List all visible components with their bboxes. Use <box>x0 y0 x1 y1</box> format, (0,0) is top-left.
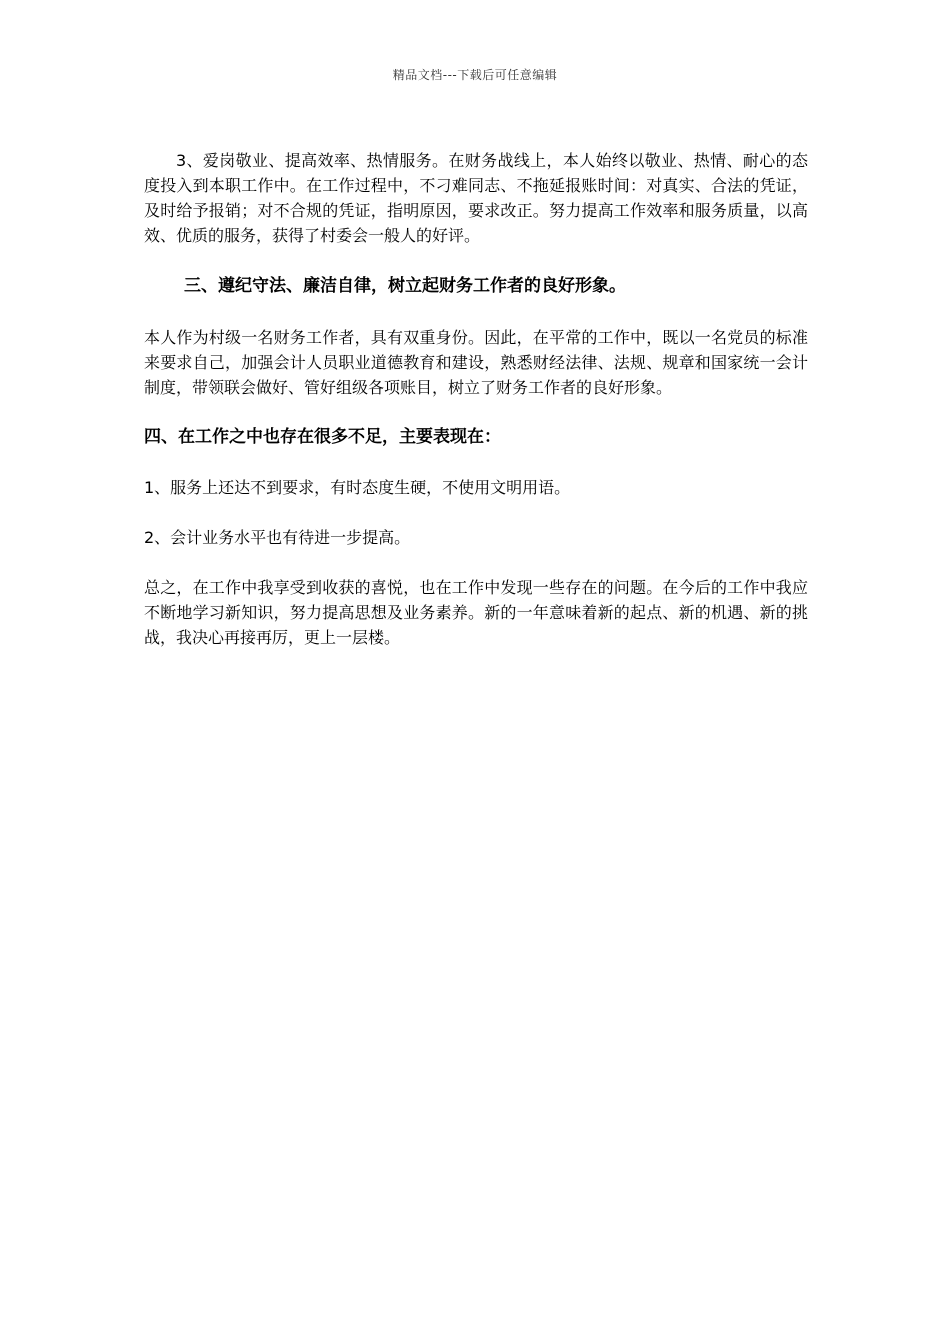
list-item-1: 1、服务上还达不到要求，有时态度生硬，不使用文明用语。 <box>144 478 571 497</box>
paragraph-conclusion: 总之，在工作中我享受到收获的喜悦，也在工作中发现一些存在的问题。在今后的工作中我应不断地学习新知识，努力提高思想及业务素养。新的一年意味着新的起点、新的机遇、新的挑战，我决心再接再厉，更上一层楼。 <box>144 578 808 647</box>
paragraph-item-3: 3、爱岗敬业、提高效率、热情服务。在财务战线上，本人始终以敬业、热情、耐心的态度投入到本职工作中。在工作过程中，不刁难同志、不拖延报账时间：对真实、合法的凭证，及时给予报销；对不合规的凭证，指明原因，要求改正。努力提高工作效率和服务质量，以高效、优质的服务，获得了村委会一般人的好评。 <box>144 151 808 245</box>
document-body <box>144 148 808 650</box>
page-header: 精品文档---下载后可任意编辑 <box>392 68 558 82</box>
list-item-2: 2、会计业务水平也有待进一步提高。 <box>144 528 411 547</box>
section-heading-4: 四、在工作之中也存在很多不足，主要表现在： <box>144 427 501 447</box>
section-heading-3: 三、遵纪守法、廉洁自律，树立起财务工作者的良好形象。 <box>184 276 626 296</box>
paragraph-dual-role: 本人作为村级一名财务工作者，具有双重身份。因此，在平常的工作中，既以一名党员的标准来要求自己，加强会计人员职业道德教育和建设，熟悉财经法律、法规、规章和国家统一会计制度，带领联会做好、管好组级各项账目，树立了财务工作者的良好形象。 <box>144 328 808 397</box>
